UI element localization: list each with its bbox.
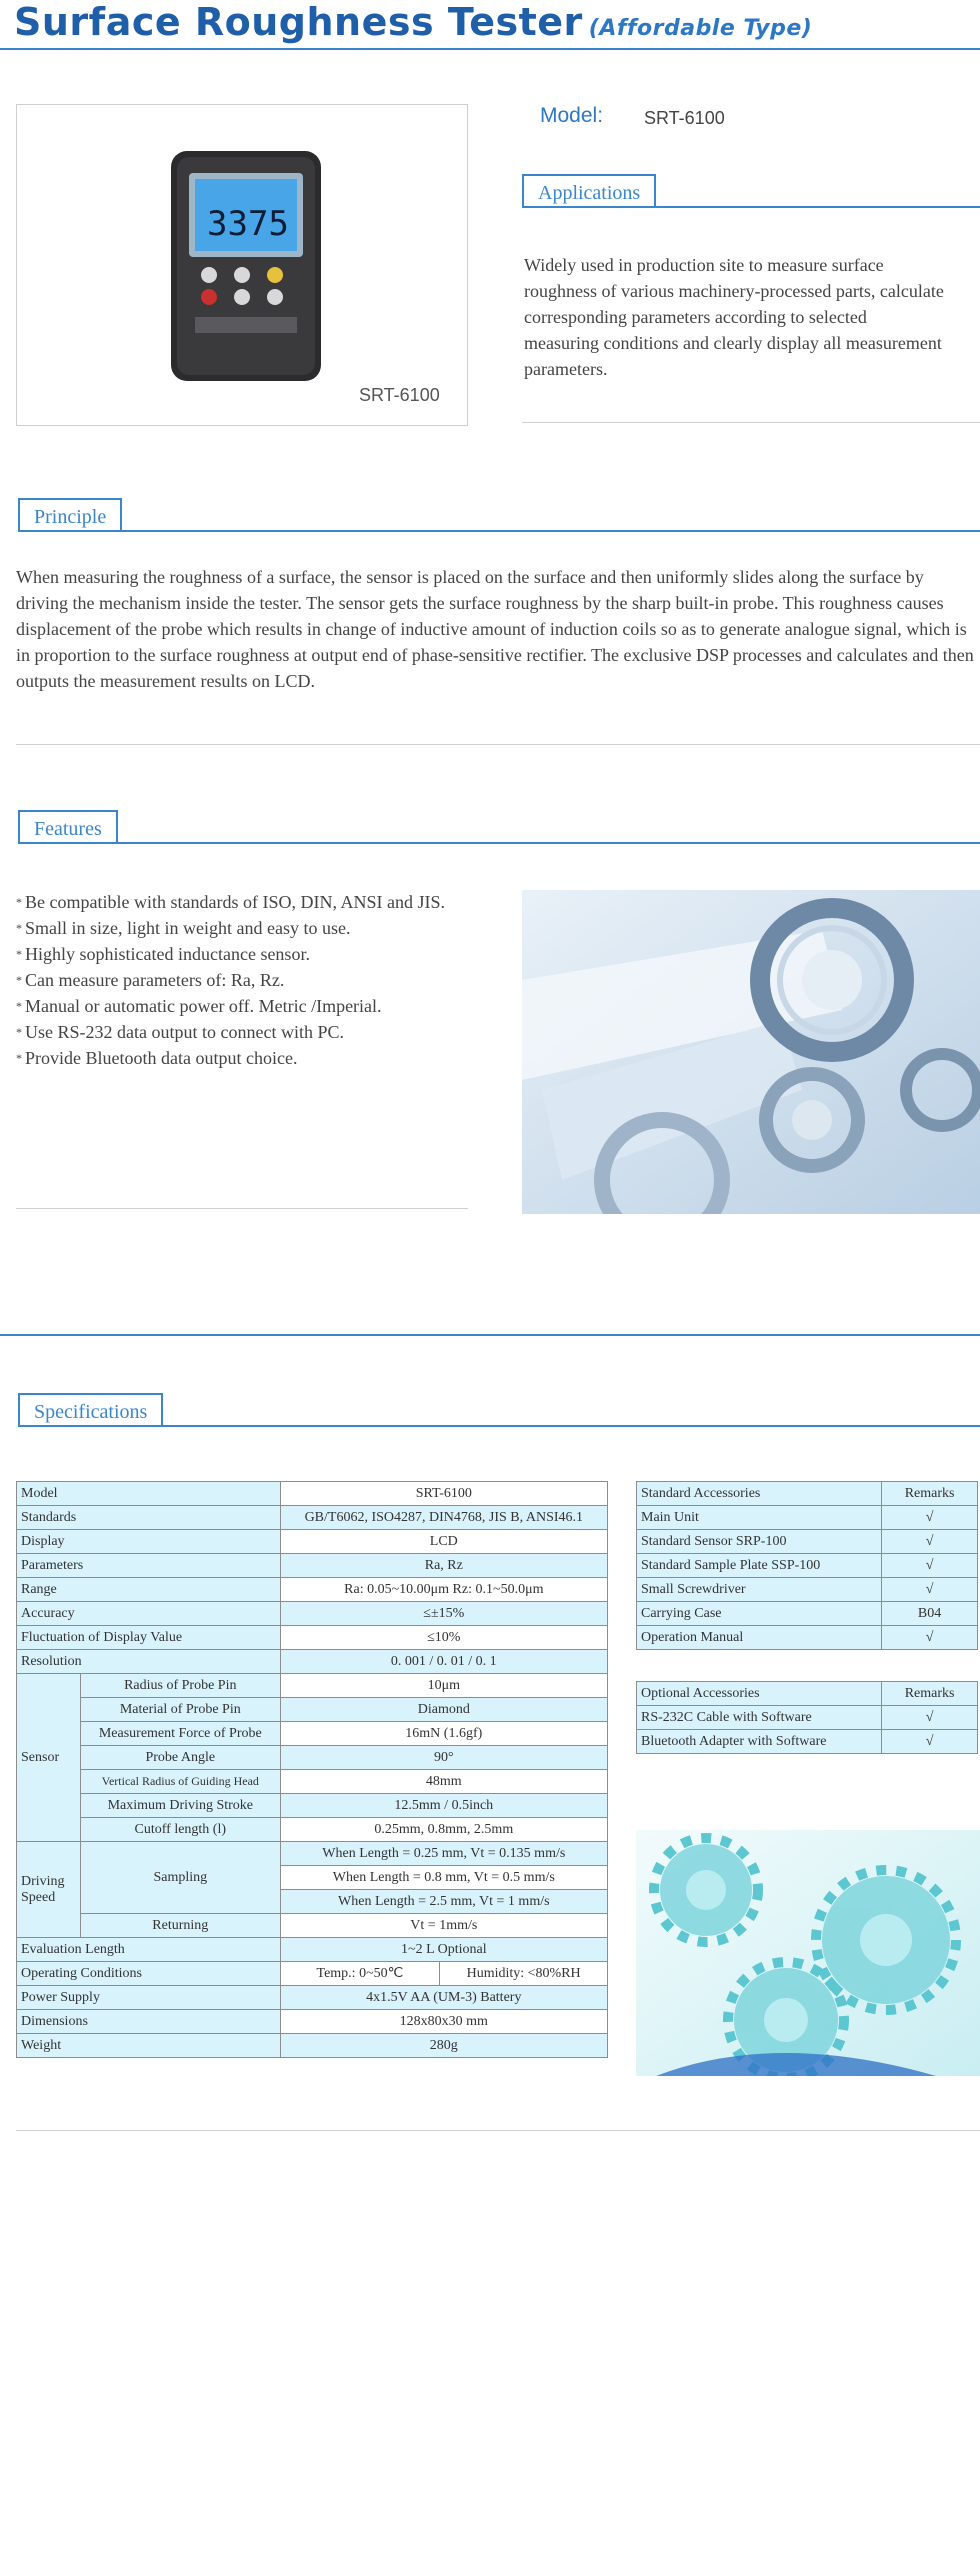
table-row: Small Screwdriver √ [637, 1578, 978, 1602]
gears-photo [636, 1830, 980, 2076]
table-row: Material of Probe Pin Diamond [17, 1698, 608, 1722]
applications-heading: Applications [522, 174, 656, 208]
specifications-rule [18, 1425, 980, 1427]
list-item: * Small in size, light in weight and easy to use. [16, 915, 516, 941]
standard-accessories-table [636, 1481, 978, 1650]
table-row: Standard Sensor SRP-100 √ [637, 1530, 978, 1554]
table-row: Model SRT-6100 [17, 1482, 608, 1506]
features-rule [18, 842, 980, 844]
applications-rule [522, 206, 980, 208]
list-item: * Be compatible with standards of ISO, DIN, ANSI and JIS. [16, 889, 516, 915]
page-subtitle: (Affordable Type) [588, 16, 813, 41]
product-image-caption: SRT-6100 [359, 385, 440, 405]
page-title: Surface Roughness Tester (Affordable Type) [14, 0, 813, 44]
table-row: Carrying Case B04 [637, 1602, 978, 1626]
table-row: When Length = 0.8 mm, Vt = 0.5 mm/s [17, 1866, 608, 1890]
divider [16, 2130, 980, 2131]
table-row: Dimensions 128x80x30 mm [17, 2010, 608, 2034]
table-row: When Length = 2.5 mm, Vt = 1 mm/s [17, 1890, 608, 1914]
list-item: * Highly sophisticated inductance sensor. [16, 941, 516, 967]
list-item: * Manual or automatic power off. Metric /Imperial. [16, 993, 516, 1019]
principle-rule [18, 530, 980, 532]
table-row: Resolution 0. 001 / 0. 01 / 0. 1 [17, 1650, 608, 1674]
optional-accessories-table [636, 1681, 978, 1754]
divider [16, 1208, 468, 1209]
features-list [16, 889, 516, 1071]
table-row: Evaluation Length 1~2 L Optional [17, 1938, 608, 1962]
table-row: Cutoff length (l) 0.25mm, 0.8mm, 2.5mm [17, 1818, 608, 1842]
table-row: Sensor Radius of Probe Pin 10μm [17, 1674, 608, 1698]
model-value: SRT-6100 [644, 108, 725, 128]
table-row: Driving Speed Sampling When Length = 0.25 mm, Vt = 0.135 mm/s [17, 1842, 608, 1866]
ball-bearings-photo [522, 890, 980, 1214]
features-heading: Features [18, 810, 118, 844]
principle-heading: Principle [18, 498, 122, 532]
list-item: * Can measure parameters of: Ra, Rz. [16, 967, 516, 993]
list-item: * Use RS-232 data output to connect with PC. [16, 1019, 516, 1045]
principle-text: When measuring the roughness of a surface, the sensor is placed on the surface and then uniformly slides along the surface by driving the mechanism inside the tester. The sensor gets the surface roughness by the sharp built-in probe. This roughness causes displacement of the probe which results in change of inductive amount of induction coils so as to generate analogue signal, which is in proportion to the surface roughness at output end of phase-sensitive rectifier. The exclusive DSP processes and calculates and then outputs the measurement results on LCD. [16, 567, 974, 691]
product-image-box [16, 104, 468, 426]
list-item: * Provide Bluetooth data output choice. [16, 1045, 516, 1071]
table-row: Parameters Ra, Rz [17, 1554, 608, 1578]
specifications-heading: Specifications [18, 1393, 163, 1427]
table-row: Standard Sample Plate SSP-100 √ [637, 1554, 978, 1578]
table-header-row: Optional Accessories Remarks [637, 1682, 978, 1706]
table-row: Vertical Radius of Guiding Head 48mm [17, 1770, 608, 1794]
table-row: Weight 280g [17, 2034, 608, 2058]
divider [16, 744, 980, 745]
table-row: Measurement Force of Probe 16mN (1.6gf) [17, 1722, 608, 1746]
model-label: Model: [540, 104, 604, 127]
table-row: Operation Manual √ [637, 1626, 978, 1650]
specifications-table [16, 1481, 608, 2058]
roughness-tester-device-image [17, 105, 467, 425]
table-header-row: Standard Accessories Remarks [637, 1482, 978, 1506]
table-row: Returning Vt = 1mm/s [17, 1914, 608, 1938]
table-row: Accuracy ≤±15% [17, 1602, 608, 1626]
table-row: Range Ra: 0.05~10.00μm Rz: 0.1~50.0μm [17, 1578, 608, 1602]
table-row: Display LCD [17, 1530, 608, 1554]
table-row: Power Supply 4x1.5V AA (UM-3) Battery [17, 1986, 608, 2010]
table-row: Standards GB/T6062, ISO4287, DIN4768, JIS B, ANSI46.1 [17, 1506, 608, 1530]
section-rule [0, 1334, 980, 1336]
applications-text: Widely used in production site to measure surface roughness of various machinery-processed parts, calculate corresponding parameters according to selected measuring conditions and clearly display all measurement parameters. [524, 255, 944, 379]
table-row: Bluetooth Adapter with Software √ [637, 1730, 978, 1754]
device-lcd-readout: 3375 [207, 204, 289, 244]
table-row: Fluctuation of Display Value ≤10% [17, 1626, 608, 1650]
table-row: Main Unit √ [637, 1506, 978, 1530]
title-underline [0, 48, 980, 50]
table-row: Operating Conditions Temp.: 0~50℃ Humidity: <80%RH [17, 1962, 608, 1986]
divider [522, 422, 980, 423]
table-row: Probe Angle 90° [17, 1746, 608, 1770]
table-row: RS-232C Cable with Software √ [637, 1706, 978, 1730]
table-row: Maximum Driving Stroke 12.5mm / 0.5inch [17, 1794, 608, 1818]
